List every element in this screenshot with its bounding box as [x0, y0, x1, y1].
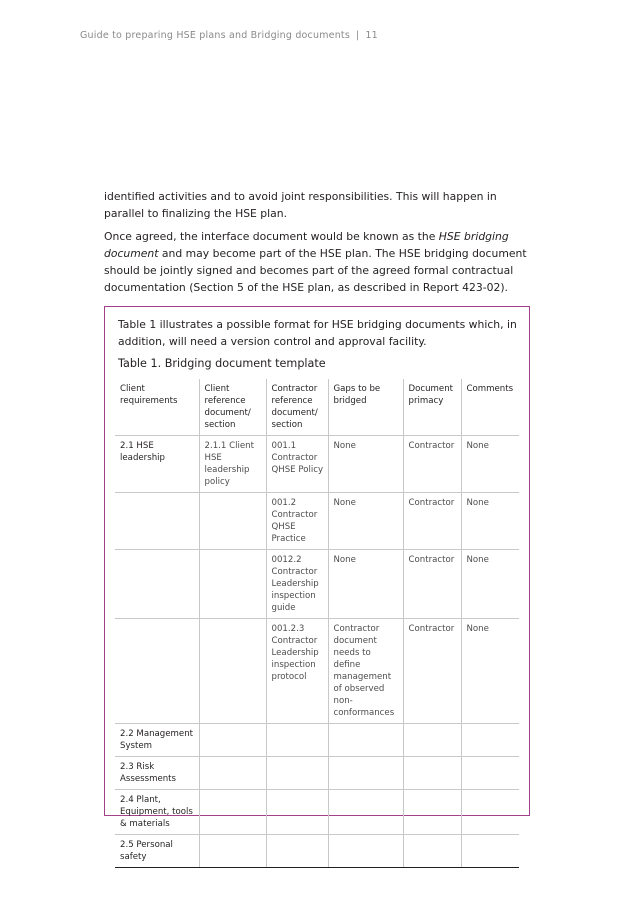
table-cell: None	[328, 493, 403, 550]
table-row	[115, 619, 519, 724]
body-paragraph-2-start: Once agreed, the interface document would be known as the	[104, 230, 439, 243]
table-cell	[403, 790, 461, 835]
table-intro-text: Table 1 illustrates a possible format for HSE bridging documents which, in addition, will need a version control and approval facility.	[118, 318, 517, 348]
table-header-row	[115, 379, 519, 436]
table-row	[115, 790, 519, 835]
running-header-title: Guide to preparing HSE plans and Bridging documents	[80, 30, 350, 41]
running-header-separator: |	[356, 30, 360, 41]
table-cell	[461, 790, 519, 835]
table-cell: 2.1 HSE leadership	[115, 436, 199, 493]
table-row	[115, 724, 519, 757]
table-row	[115, 835, 519, 868]
table-body	[115, 436, 519, 868]
column-header: Gaps to be bridged	[328, 379, 403, 436]
column-header: Contractor reference document/ section	[266, 379, 328, 436]
table-cell	[328, 724, 403, 757]
table-cell	[199, 619, 266, 724]
table-cell: Contractor	[403, 550, 461, 619]
table-cell: 2.2 Management System	[115, 724, 199, 757]
table-cell: 2.1.1 Client HSE leadership policy	[199, 436, 266, 493]
table-cell: 001.1 Contractor QHSE Policy	[266, 436, 328, 493]
body-paragraph-2-italic: HSE bridging document	[104, 230, 509, 260]
table-cell	[199, 550, 266, 619]
table-cell	[403, 724, 461, 757]
table-row	[115, 493, 519, 550]
table-caption: Table 1. Bridging document template	[118, 357, 326, 370]
table-cell: 2.5 Personal safety	[115, 835, 199, 868]
table-cell	[266, 757, 328, 790]
table-cell: Contractor document needs to define management of observed non-conformances	[328, 619, 403, 724]
table-cell: 2.4 Plant, Equipment, tools & materials	[115, 790, 199, 835]
table-cell	[328, 835, 403, 868]
table-cell: None	[461, 550, 519, 619]
table-cell: Contractor	[403, 619, 461, 724]
table-cell	[199, 835, 266, 868]
table-cell: None	[461, 619, 519, 724]
table-cell	[115, 493, 199, 550]
body-paragraph-2	[104, 228, 532, 296]
table-cell: None	[461, 436, 519, 493]
table-cell: 0012.2 Contractor Leadership inspection guide	[266, 550, 328, 619]
table-cell	[461, 724, 519, 757]
table-cell: None	[461, 493, 519, 550]
table-cell: Contractor	[403, 493, 461, 550]
table-cell: 001.2 Contractor QHSE Practice	[266, 493, 328, 550]
bridging-document-table	[115, 379, 519, 868]
table-cell: None	[328, 550, 403, 619]
column-header: Client reference document/ section	[199, 379, 266, 436]
table-cell	[115, 619, 199, 724]
table-cell	[403, 835, 461, 868]
table-cell	[266, 835, 328, 868]
body-paragraph-2-end: and may become part of the HSE plan. The HSE bridging document should be jointly signed and becomes part of the agreed formal contractual documentation (Section 5 of the HSE plan, as described in Report 423-02).	[104, 247, 527, 294]
table-cell	[328, 757, 403, 790]
table-cell	[461, 757, 519, 790]
table-cell	[199, 757, 266, 790]
column-header: Document primacy	[403, 379, 461, 436]
table-cell	[266, 724, 328, 757]
column-header: Comments	[461, 379, 519, 436]
table-cell: None	[328, 436, 403, 493]
table-row	[115, 436, 519, 493]
running-header	[80, 30, 378, 41]
table-cell	[461, 835, 519, 868]
table-cell	[199, 790, 266, 835]
table-cell	[115, 550, 199, 619]
table-cell	[266, 790, 328, 835]
table-cell	[199, 724, 266, 757]
table-cell: 2.3 Risk Assessments	[115, 757, 199, 790]
table-row	[115, 757, 519, 790]
table-cell	[403, 757, 461, 790]
table-row	[115, 550, 519, 619]
table-cell	[199, 493, 266, 550]
column-header: Client requirements	[120, 384, 178, 406]
table-cell: Contractor	[403, 436, 461, 493]
table-cell	[328, 790, 403, 835]
page-number: 11	[365, 30, 378, 41]
body-paragraph-1: identified activities and to avoid joint responsibilities. This will happen in parallel to finalizing the HSE plan.	[104, 190, 497, 220]
table-cell: 001.2.3 Contractor Leadership inspection protocol	[266, 619, 328, 724]
